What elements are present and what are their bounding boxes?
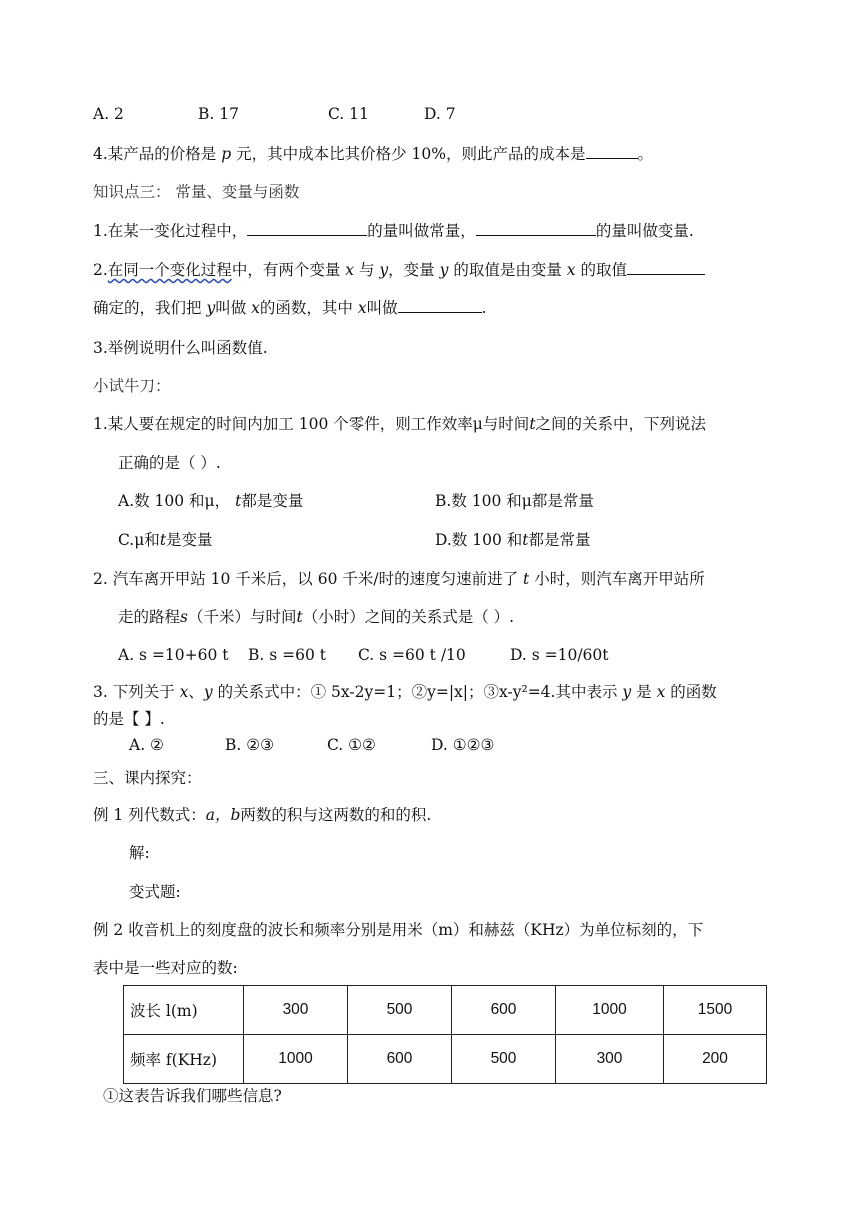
try-1-line-2: 正确的是（ ）. bbox=[118, 454, 221, 472]
try-1-line-1 bbox=[93, 413, 706, 435]
k2-var-y-3: y bbox=[206, 299, 216, 317]
k2-text-c: 与 bbox=[358, 261, 375, 279]
example-1 bbox=[93, 804, 431, 826]
try-2-line-2 bbox=[118, 606, 514, 628]
k2-wavy-text: 在同一个变化过程 bbox=[107, 261, 232, 279]
try-1-option-a bbox=[118, 490, 303, 512]
k2-var-y: y bbox=[379, 261, 389, 279]
t1-var-t: t bbox=[529, 415, 536, 433]
t1-opt-c-var: t bbox=[159, 531, 167, 549]
t3-text-c: 的关系式中：① 5x-2y=1；②y=|x|；③x-y²=4.其中表示 bbox=[217, 683, 618, 701]
k1-blank-1[interactable] bbox=[247, 221, 367, 236]
k2-text-e: 的取值是由变量 bbox=[453, 261, 562, 279]
table-row-label: 频率 f(KHz) bbox=[124, 1035, 244, 1084]
try-section-title: 小试牛刀： bbox=[93, 377, 171, 395]
try-3-option-b: B. ②③ bbox=[225, 736, 275, 754]
ex1-vars: a，b bbox=[205, 806, 241, 824]
k2-blank-2[interactable] bbox=[398, 298, 482, 313]
try-3-option-c: C. ①② bbox=[327, 736, 376, 754]
t1-opt-d-var: t bbox=[522, 531, 529, 549]
t3-text-b: 、 bbox=[188, 683, 204, 701]
t3-var-y-2: y bbox=[622, 683, 632, 701]
example-2-line-2: 表中是一些对应的数: bbox=[93, 959, 238, 977]
ex1-text-a: 例 1 列代数式： bbox=[93, 806, 206, 824]
k2-var-x-4: x bbox=[357, 299, 367, 317]
q4-var-p: p bbox=[221, 145, 232, 163]
k1-text-b: 的量叫做常量， bbox=[367, 222, 476, 240]
example-1-variant: 变式题: bbox=[129, 883, 181, 901]
t2-text-a: 2. 汽车离开甲站 10 千米后，以 60 千米/时的速度匀速前进了 bbox=[93, 570, 519, 588]
try-1-option-b: B.数 100 和μ都是常量 bbox=[435, 492, 594, 510]
t1-opt-c-text: C.μ和 bbox=[118, 531, 160, 549]
k2-line2-a: 确定的，我们把 bbox=[93, 299, 202, 317]
wavelength-frequency-table bbox=[123, 985, 767, 1084]
knowledge-2-line-2 bbox=[93, 297, 487, 319]
q4-text-a: 4.某产品的价格是 bbox=[93, 145, 217, 163]
k2-line2-e: . bbox=[481, 299, 487, 317]
t2-text-b: 小时，则汽车离开甲站所 bbox=[534, 570, 705, 588]
k2-text-b: 中，有两个变量 bbox=[231, 261, 341, 279]
question-table-info: ①这表告诉我们哪些信息? bbox=[103, 1087, 282, 1105]
prev-option-b: B. 17 bbox=[198, 105, 239, 123]
try-2-option-b: B. s =60 t bbox=[248, 646, 326, 664]
q4-text-c: 。 bbox=[637, 145, 654, 163]
table-cell: 1000 bbox=[244, 1035, 348, 1084]
table-row bbox=[124, 1035, 767, 1084]
table-cell: 600 bbox=[348, 1035, 452, 1084]
k2-num: 2. bbox=[93, 261, 108, 279]
table-row-label: 波长 l(m) bbox=[124, 986, 244, 1035]
table-cell: 500 bbox=[348, 986, 452, 1035]
try-3-line-1 bbox=[93, 681, 717, 703]
k2-var-x-3: x bbox=[251, 299, 260, 317]
table-cell: 300 bbox=[244, 986, 348, 1035]
k1-blank-2[interactable] bbox=[476, 221, 596, 236]
t1-text-a: 1.某人要在规定的时间内加工 100 个零件，则工作效率μ与时间 bbox=[93, 415, 530, 433]
knowledge-3: 3.举例说明什么叫函数值. bbox=[93, 339, 268, 357]
t1-opt-c-text-2: 是变量 bbox=[166, 531, 213, 549]
example-2-line-1: 例 2 收音机上的刻度盘的波长和频率分别是用米（m）和赫兹（KHz）为单位标刻的，下 bbox=[93, 921, 704, 939]
try-2-option-c: C. s =60 t /10 bbox=[358, 646, 466, 664]
k2-line2-c: 的函数，其中 bbox=[259, 299, 353, 317]
knowledge-2-line-1 bbox=[93, 259, 705, 281]
try-3-line-2: 的是【 】. bbox=[93, 710, 165, 728]
t1-opt-d-text: D.数 100 和 bbox=[435, 531, 523, 549]
prev-option-c: C. 11 bbox=[328, 105, 369, 123]
k2-var-x-2: x bbox=[566, 261, 576, 279]
table-cell: 1000 bbox=[556, 986, 664, 1035]
t2-var-t-2: t bbox=[296, 608, 303, 626]
table-cell: 200 bbox=[664, 1035, 767, 1084]
t2-line2-c: （小时）之间的关系式是（ ）. bbox=[302, 608, 515, 626]
t3-text-e: 的函数 bbox=[670, 683, 717, 701]
table-cell: 1500 bbox=[664, 986, 767, 1035]
prev-option-d: D. 7 bbox=[424, 105, 456, 123]
t3-text-d: 是 bbox=[636, 683, 652, 701]
table-cell: 300 bbox=[556, 1035, 664, 1084]
q4-blank[interactable] bbox=[586, 144, 638, 159]
prev-option-a: A. 2 bbox=[93, 105, 124, 123]
k1-text-a: 1.在某一变化过程中， bbox=[93, 222, 248, 240]
t2-var-t: t bbox=[523, 570, 530, 588]
k2-blank-1[interactable] bbox=[627, 260, 705, 275]
section-3-title: 知识点三： 常量、变量与函数 bbox=[93, 183, 300, 201]
t1-opt-d-text-2: 都是常量 bbox=[528, 531, 591, 549]
t2-line2-a: 走的路程 bbox=[118, 608, 181, 626]
k1-text-c: 的量叫做变量. bbox=[595, 222, 694, 240]
k2-text-f: 的取值 bbox=[580, 261, 627, 279]
k2-line2-b: 叫做 bbox=[215, 299, 247, 317]
t2-line2-b: （千米）与时间 bbox=[187, 608, 297, 626]
table-cell: 600 bbox=[452, 986, 556, 1035]
try-3-option-a: A. ② bbox=[129, 736, 164, 754]
t1-opt-a-var: t bbox=[235, 492, 242, 510]
ex1-text-b: 两数的积与这两数的和的积. bbox=[240, 806, 432, 824]
t1-text-b: 之间的关系中，下列说法 bbox=[535, 415, 707, 433]
t1-opt-a-text-2: 都是变量 bbox=[241, 492, 304, 510]
table-row bbox=[124, 986, 767, 1035]
t2-var-s: s bbox=[180, 608, 188, 626]
table-cell: 500 bbox=[452, 1035, 556, 1084]
t3-var-x-2: x bbox=[656, 683, 666, 701]
t3-text-a: 3. 下列关于 bbox=[93, 683, 175, 701]
k2-var-x: x bbox=[345, 261, 355, 279]
try-2-option-a: A. s =10+60 t bbox=[118, 646, 229, 664]
q4-text-b: 元，其中成本比其价格少 10%，则此产品的成本是 bbox=[236, 145, 586, 163]
knowledge-1 bbox=[93, 220, 694, 242]
t3-var-y: y bbox=[203, 683, 213, 701]
k2-var-y-2: y bbox=[439, 261, 449, 279]
question-4 bbox=[93, 143, 653, 165]
t1-opt-a-text: A.数 100 和μ， bbox=[118, 492, 231, 510]
try-2-line-1 bbox=[93, 568, 705, 590]
try-2-option-d: D. s =10/60t bbox=[510, 646, 609, 664]
t3-var-x: x bbox=[179, 683, 189, 701]
try-3-option-d: D. ①②③ bbox=[431, 736, 495, 754]
example-1-solution: 解: bbox=[129, 844, 150, 862]
k2-text-d: ，变量 bbox=[388, 261, 435, 279]
try-1-option-d bbox=[435, 529, 591, 551]
try-1-option-c bbox=[118, 529, 213, 551]
k2-line2-d: 叫做 bbox=[366, 299, 398, 317]
part-3-title: 三、课内探究： bbox=[93, 769, 202, 787]
